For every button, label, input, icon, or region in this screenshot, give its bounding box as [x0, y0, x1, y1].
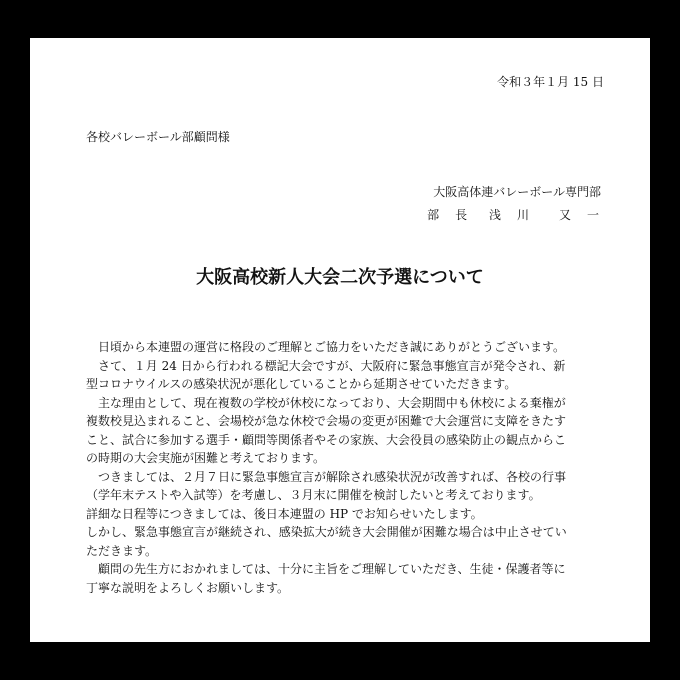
body-line: さて、１月 24 日から行われる標記大会ですが、大阪府に緊急事態宣言が発令され、新 [86, 358, 566, 373]
letter-addressee: 各校バレーボール部顧問様 [86, 130, 230, 144]
letter-date: 令和３年１月 15 日 [497, 75, 604, 89]
body-line: の時期の大会実施が困難と考えております。 [86, 451, 326, 465]
body-line: しかし、緊急事態宣言が継続され、感染拡大が続き大会開催が困難な場合は中止させてい [86, 525, 567, 539]
body-line: 型コロナウイルスの感染状況が悪化していることから延期させていただきます。 [86, 377, 517, 391]
letter-page [30, 38, 650, 642]
body-line: つきましては、２月７日に緊急事態宣言が解除され感染状況が改善すれば、各校の行事 [86, 469, 567, 484]
letter-title: 大阪高校新人大会二次予選について [196, 267, 484, 288]
body-line: 日頃から本連盟の運営に格段のご理解とご協力をいただき誠にありがとうございます。 [86, 340, 566, 354]
sender-organization: 大阪高体連バレーボール専門部 [433, 185, 601, 199]
body-line: こと、試合に参加する選手・顧問等関係者やその家族、大会役員の感染防止の観点からこ [86, 432, 567, 447]
body-line: 複数校見込まれること、会場校が急な休校で会場の変更が困難で大会運営に支障をきたす [86, 414, 567, 428]
body-line: 丁寧な説明をよろしくお願いします。 [86, 580, 290, 595]
body-line: 詳細な日程等につきましては、後日本連盟の HP でお知らせいたします。 [86, 506, 483, 521]
body-line: ただきます。 [86, 543, 158, 558]
body-line: （学年末テストや入試等）を考慮し、３月末に開催を検討したいと考えております。 [86, 488, 541, 502]
letter-body [86, 338, 606, 597]
sender-name: 部 長 浅 川 又 一 [427, 208, 601, 222]
body-line: 顧問の先生方におかれましては、十分に主旨をご理解していただき、生徒・保護者等に [86, 562, 566, 576]
body-line: 主な理由として、現在複数の学校が休校になっており、大会期間中も休校による棄権が [86, 395, 566, 410]
